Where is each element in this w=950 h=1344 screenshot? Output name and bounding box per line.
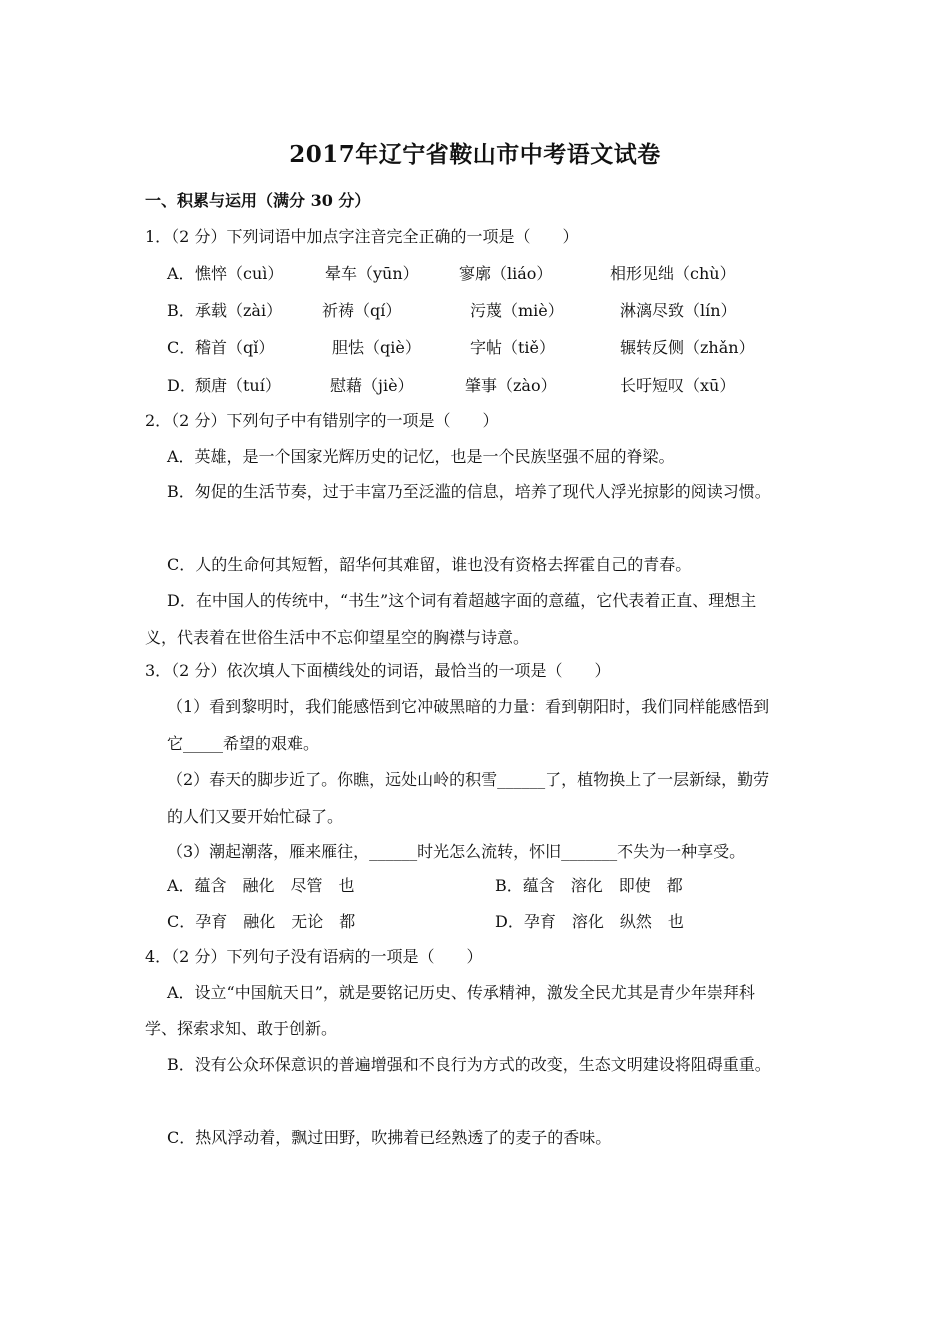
section-heading: 一、积累与运用（满分 30 分）: [145, 191, 371, 210]
option-word: 字帖（tiě）: [470, 338, 556, 357]
question-1-stem: 1．（2 分）下列词语中加点字注音完全正确的一项是（ ）: [145, 227, 579, 246]
option-word: 慰藉（jiè）: [330, 376, 414, 395]
page-title: 2017年辽宁省鞍山市中考语文试卷: [289, 141, 661, 168]
question-4-option-a-cont: 学、探索求知、敢于创新。: [145, 1019, 338, 1038]
option-word: 稽首（qǐ）: [195, 338, 275, 357]
question-4-stem: 4．（2 分）下列句子没有语病的一项是（ ）: [145, 947, 483, 966]
option-word: 胆怯（qiè）: [332, 338, 421, 357]
option-word: 颓唐（tuí）: [195, 376, 281, 395]
option-word: 承载（zài）: [195, 301, 283, 320]
option-word: 淋漓尽致（lín）: [620, 301, 737, 320]
option-word: 祈祷（qí）: [322, 301, 402, 320]
question-2-option-b: B．匆促的生活节奏，过于丰富乃至泛滥的信息，培养了现代人浮光掠影的阅读习惯。: [167, 482, 771, 501]
question-3-option-a: A．蕴含 融化 尽管 也: [167, 876, 355, 895]
option-label: A．: [167, 264, 195, 283]
question-2-option-a: A．英雄，是一个国家光辉历史的记忆，也是一个民族坚强不屈的脊梁。: [167, 447, 675, 466]
option-word: 相形见绌（chù）: [610, 264, 736, 283]
option-label: B．: [167, 301, 195, 320]
question-4-option-c: C．热风浮动着，飘过田野，吹拂着已经熟透了的麦子的香味。: [167, 1128, 612, 1147]
option-label: D．: [167, 376, 196, 395]
question-3-stem: 3．（2 分）依次填人下面横线处的词语，最恰当的一项是（ ）: [145, 661, 611, 680]
question-2-option-c: C．人的生命何其短暂，韶华何其难留，谁也没有资格去挥霍自己的青春。: [167, 555, 692, 574]
option-word: 污蔑（miè）: [470, 301, 564, 320]
option-word: 憔悴（cuì）: [195, 264, 284, 283]
question-2-stem: 2．（2 分）下列句子中有错别字的一项是（ ）: [145, 411, 499, 430]
question-4-option-a: A．设立“中国航天日”，就是要铭记历史、传承精神，激发全民尤其是青少年崇拜科: [167, 983, 755, 1002]
question-3-option-d: D．孕育 溶化 纵然 也: [495, 912, 684, 931]
option-word: 寥廓（liáo）: [459, 264, 553, 283]
option-word: 肇事（zào）: [465, 376, 557, 395]
question-3-sentence-1: （1）看到黎明时，我们能感悟到它冲破黑暗的力量：看到朝阳时，我们同样能感悟到: [167, 697, 770, 716]
option-word: 晕车（yūn）: [325, 264, 419, 283]
question-3-option-c: C．孕育 融化 无论 都: [167, 912, 356, 931]
option-label: C．: [167, 338, 196, 357]
option-word: 辗转反侧（zhǎn）: [620, 338, 755, 357]
question-2-option-d-cont: 义，代表着在世俗生活中不忘仰望星空的胸襟与诗意。: [145, 628, 530, 647]
option-word: 长吁短叹（xū）: [620, 376, 736, 395]
question-3-sentence-3: （3）潮起潮落，雁来雁往，______时光怎么流转，怀旧_______不失为一种享受。: [167, 842, 746, 861]
question-3-option-b: B．蕴含 溶化 即使 都: [495, 876, 683, 895]
question-2-option-d: D．在中国人的传统中，“书生”这个词有着超越字面的意蕴，它代表着正直、理想主: [167, 591, 757, 610]
question-3-sentence-2-cont: 的人们又要开始忙碌了。: [167, 807, 344, 826]
question-3-sentence-2: （2）春天的脚步近了。你瞧，远处山岭的积雪______了，植物换上了一层新绿，勤劳: [167, 770, 770, 789]
question-3-sentence-1-cont: 它_____希望的艰难。: [167, 734, 320, 753]
question-4-option-b: B．没有公众环保意识的普遍增强和不良行为方式的改变，生态文明建设将阻碍重重。: [167, 1055, 771, 1074]
